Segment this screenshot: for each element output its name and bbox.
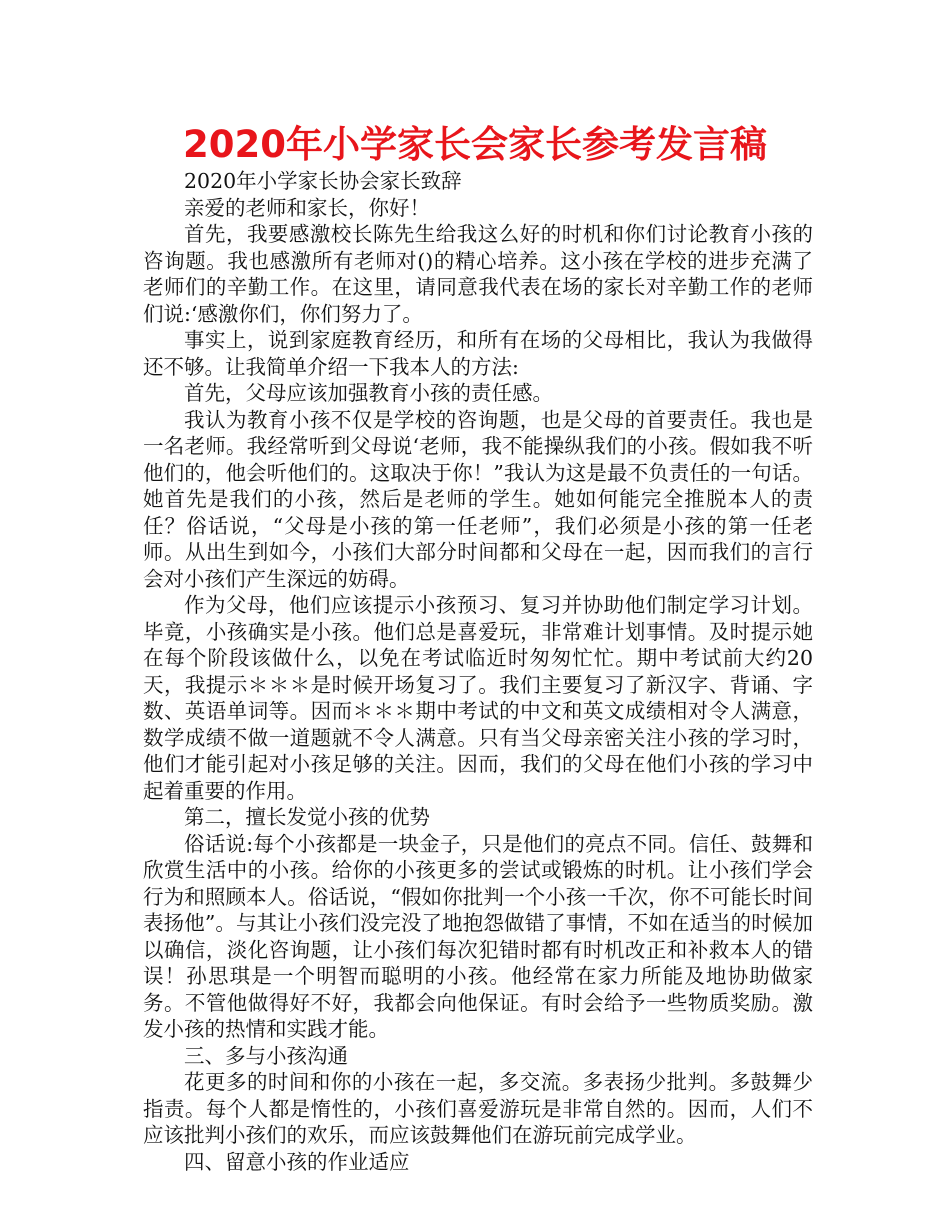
paragraph: 花更多的时间和你的小孩在一起，多交流。多表扬少批判。多鼓舞少指责。每个人都是惰性的，小孩们喜爱游玩是非常自然的。因而，人们不应该批判小孩们的欢乐，而应该鼓舞他们在游玩前完成学业。 (143, 1070, 813, 1147)
paragraph: 我认为教育小孩不仅是学校的咨询题，也是父母的首要责任。我也是一名老师。我经常听到父母说‘老师，我不能操纵我们的小孩。假如我不听他们的，他会听他们的。这取决于你！”我认为这是最不负责任的一句话。她首先是我们的小孩，然后是老师的学生。她如何能完全推脱本人的责任？俗话说，“父母是小孩的第一任老师”，我们必须是小孩的第一任老师。从出生到如今，小孩们大部分时间都和父母在一起，因而我们的言行会对小孩们产生深远的妨碍。 (143, 407, 813, 591)
section-heading: 第二，擅长发觉小孩的优势 (184, 805, 430, 829)
section-heading: 四、留意小孩的作业适应 (184, 1149, 410, 1174)
page-title: 2020年小学家长会家长参考发言稿 (183, 123, 767, 166)
section-heading: 三、多与小孩沟通 (184, 1043, 348, 1068)
document-body (143, 168, 813, 1175)
paragraph: 俗话说:每个小孩都是一块金子，只是他们的亮点不同。信任、鼓舞和欣赏生活中的小孩。给你的小孩更多的尝试或锻炼的时机。让小孩们学会行为和照顾本人。俗话说，“假如你批判一个小孩一千次，你不可能长时间表扬他”。与其让小孩们没完没了地抱怨做错了事情，不如在适当的时候加以确信，淡化咨询题，让小孩们每次犯错时都有时机改正和补救本人的错误！孙思琪是一个明智而聪明的小孩。他经常在家力所能及地协助做家务。不管他做得好不好，我都会向他保证。有时会给予一些物质奖励。激发小孩的热情和实践才能。 (143, 831, 813, 1041)
paragraph-heading: 2020年小学家长协会家长致辞 (184, 169, 462, 193)
paragraph: 作为父母，他们应该提示小孩预习、复习并协助他们制定学习计划。毕竟，小孩确实是小孩。他们总是喜爱玩，非常难计划事情。及时提示她在每个阶段该做什么，以免在考试临近时匆匆忙忙。期中考试前大约20天，我提示＊＊＊是时候开场复习了。我们主要复习了新汉字、背诵、字数、英语单词等。因而＊＊＊期中考试的中文和英文成绩相对令人满意，数学成绩不做一道题就不令人满意。只有当父母亲密关注小孩的学习时，他们才能引起对小孩足够的关注。因而，我们的父母在他们小孩的学习中起着重要的作用。 (143, 593, 813, 803)
section-heading: 首先，父母应该加强教育小孩的责任感。 (184, 381, 553, 405)
paragraph-greeting: 亲爱的老师和家长，你好！ (184, 195, 430, 220)
paragraph: 事实上，说到家庭教育经历，和所有在场的父母相比，我认为我做得还不够。让我简单介绍一下我本人的方法: (143, 328, 813, 379)
paragraph: 首先，我要感激校长陈先生给我这么好的时机和你们讨论教育小孩的咨询题。我也感激所有老师对()的精心培养。这小孩在学校的进步充满了老师们的辛勤工作。在这里，请同意我代表在场的家长对辛勤工作的老师们说:‘感激你们，你们努力了。 (143, 222, 813, 326)
